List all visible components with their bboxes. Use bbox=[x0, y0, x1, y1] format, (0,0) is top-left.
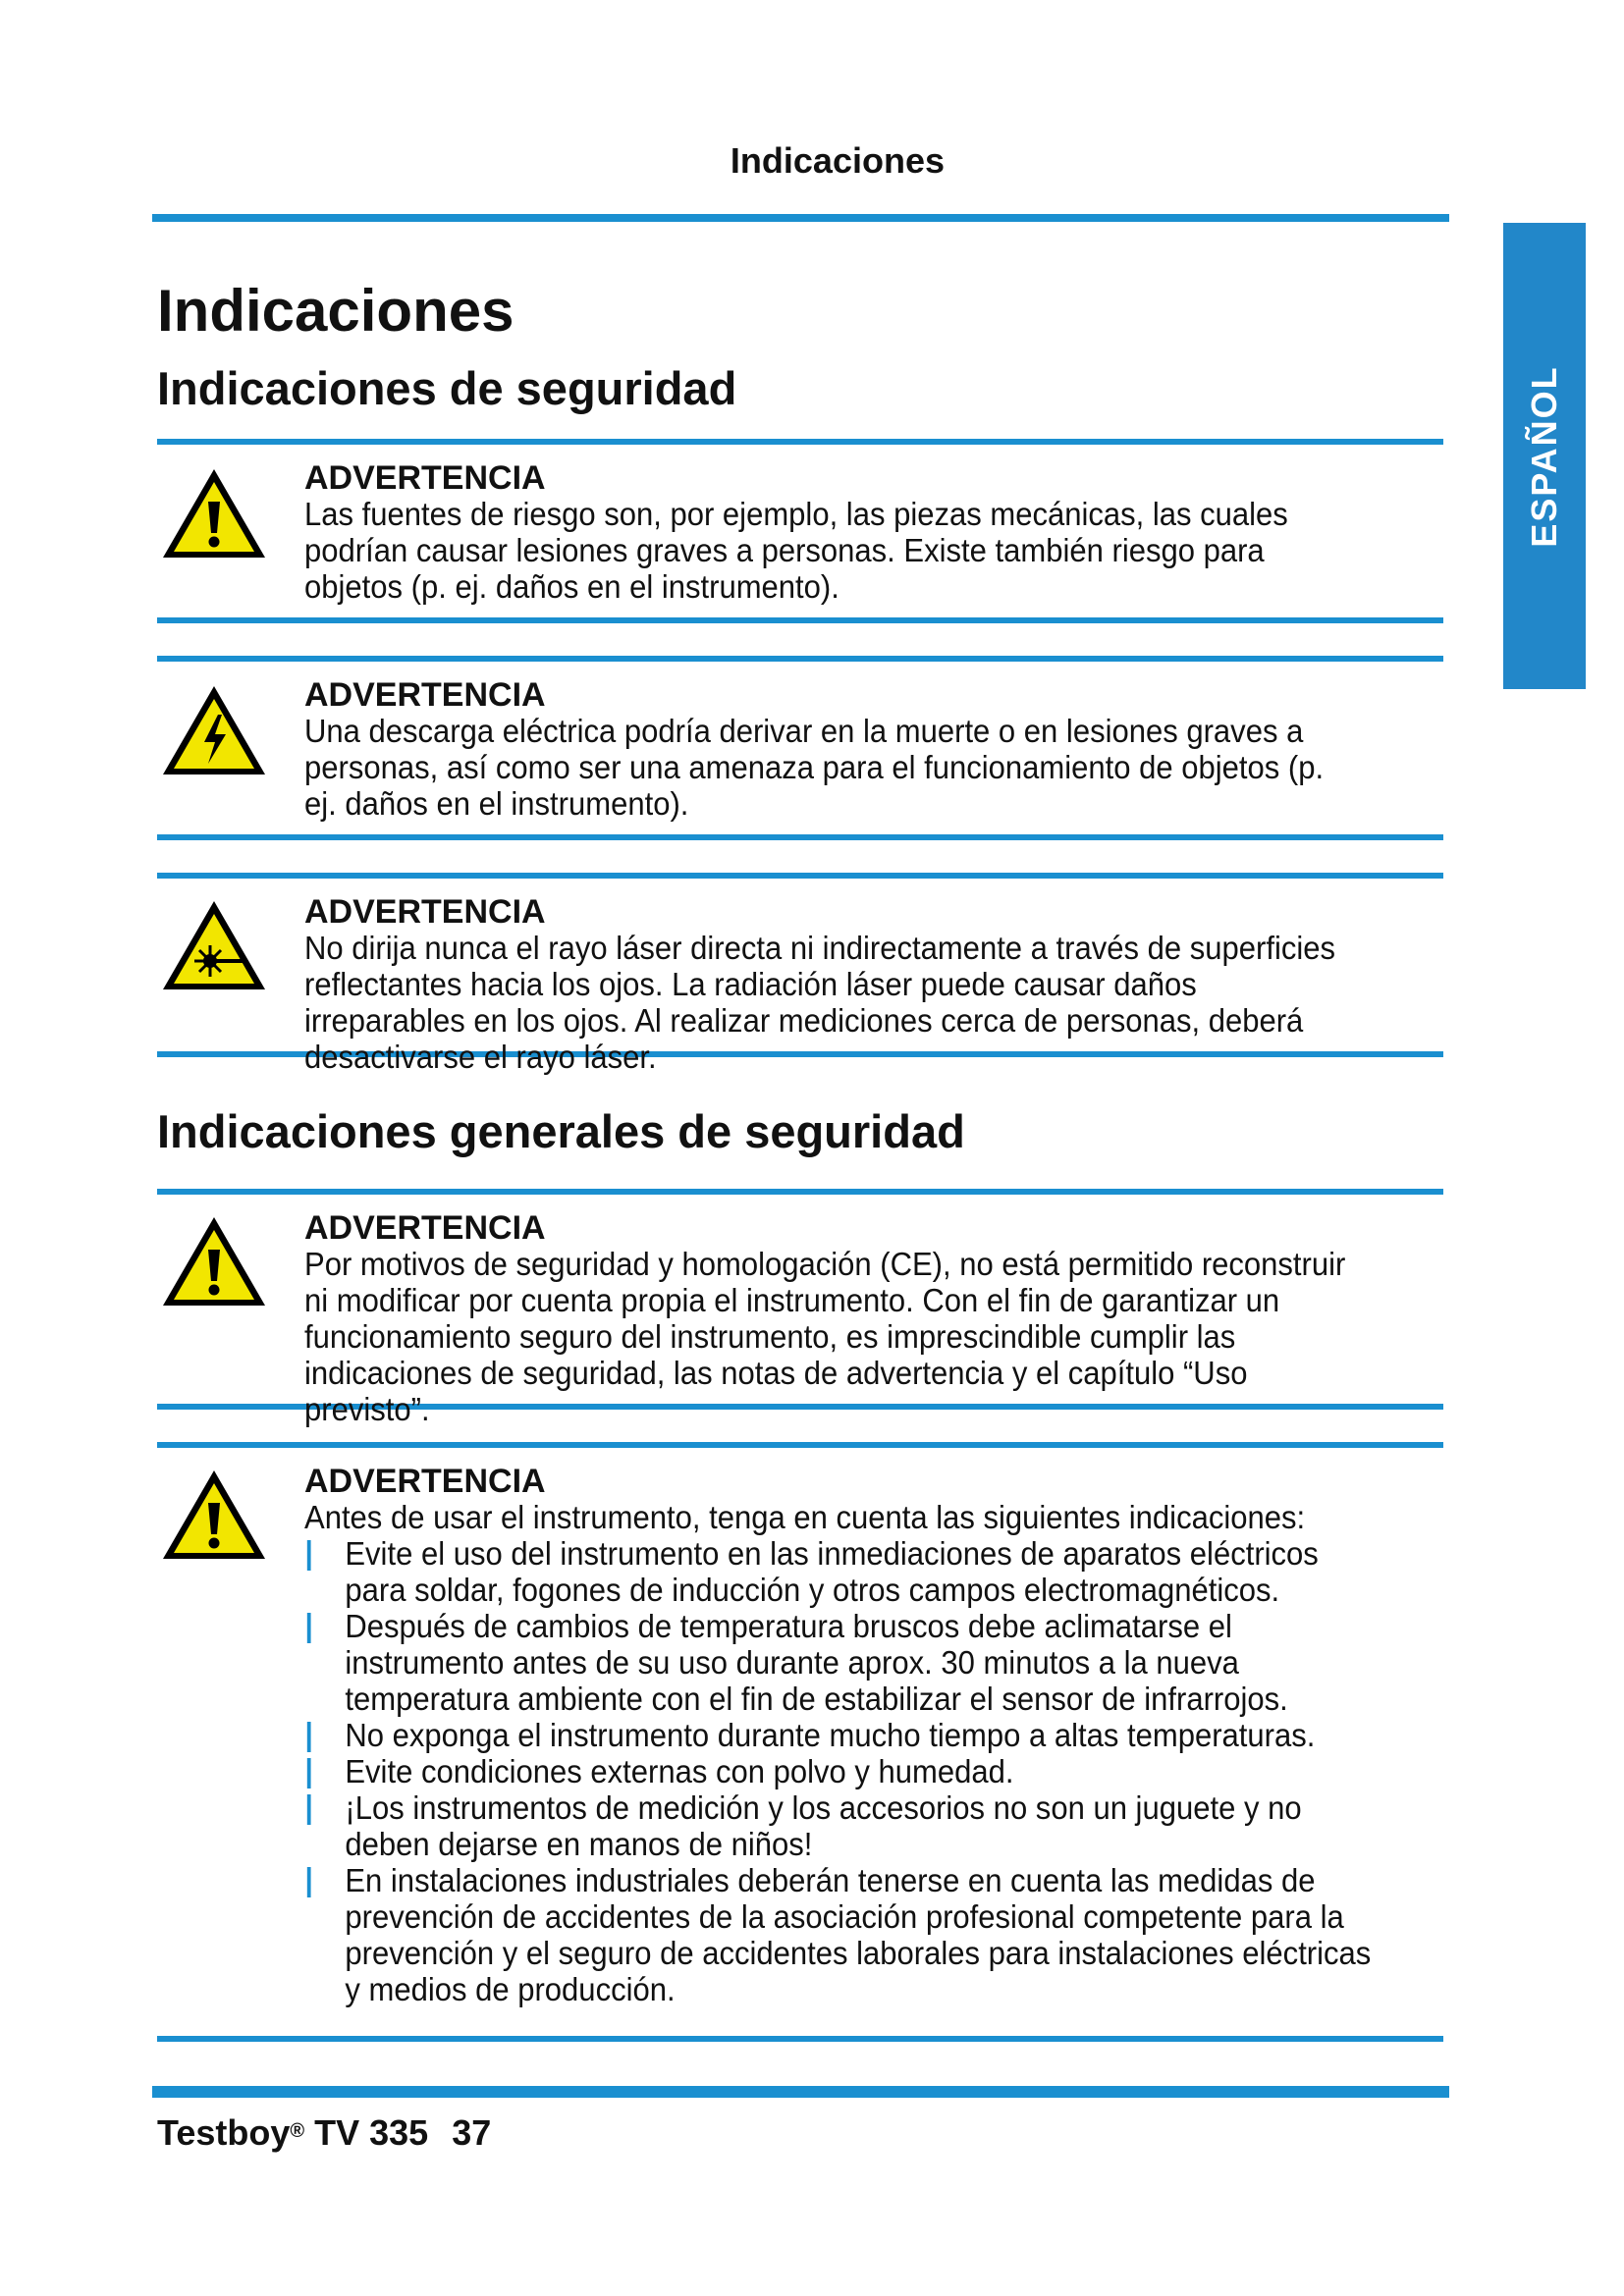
warning-label: ADVERTENCIA bbox=[304, 893, 546, 931]
language-tab-label: ESPAÑOL bbox=[1524, 364, 1564, 548]
warning-intro: Antes de usar el instrumento, tenga en cuenta las siguientes indicaciones: bbox=[304, 1499, 1306, 1535]
warning-label: ADVERTENCIA bbox=[304, 459, 546, 497]
bullet-bar bbox=[307, 1540, 311, 1571]
language-tab bbox=[1503, 223, 1586, 689]
footer-model: TV 335 bbox=[314, 2112, 429, 2153]
laser-warning-icon bbox=[159, 896, 269, 994]
header-rule bbox=[152, 214, 1449, 222]
list-item: Evite condiciones externas con polvo y humedad. bbox=[304, 1753, 1383, 1789]
warning-exclamation-icon bbox=[159, 464, 269, 562]
warning-text: No dirija nunca el rayo láser directa ni indirectamente a través de superficies reflectantes hacia los ojos. La radiación láser puede causar daños irreparables en los ojos. Al realizar mediciones cerca de personas, deberá desactivarse el rayo láser. bbox=[304, 930, 1336, 1075]
section-heading-safety: Indicaciones de seguridad bbox=[157, 362, 737, 414]
precautions-list bbox=[304, 1535, 1424, 2007]
page-number: 37 bbox=[452, 2112, 492, 2153]
list-item: Evite el uso del instrumento en las inmediaciones de aparatos eléctricos para soldar, fogones de inducción y otros campos electromagnéticos. bbox=[304, 1535, 1383, 1608]
footer bbox=[157, 2112, 491, 2154]
warning-label: ADVERTENCIA bbox=[304, 1463, 546, 1500]
running-title: Indicaciones bbox=[730, 140, 945, 181]
warning-exclamation-icon bbox=[159, 1466, 269, 1564]
footer-rule bbox=[152, 2086, 1449, 2098]
warning-box bbox=[157, 1189, 1443, 1427]
list-item: Después de cambios de temperatura bruscos debe aclimatarse el instrumento antes de su uso durante aprox. 30 minutos a la nueva temperatura ambiente con el fin de estabilizar el sensor de infrarrojos. bbox=[304, 1608, 1383, 1717]
bullet-bar bbox=[307, 1722, 311, 1752]
warning-text: Una descarga eléctrica podría derivar en la muerte o en lesiones graves a personas, así como ser una amenaza para el funcionamiento de objetos (p. ej. daños en el instrumento). bbox=[304, 713, 1325, 822]
warning-label: ADVERTENCIA bbox=[304, 676, 546, 714]
warning-text: Las fuentes de riesgo son, por ejemplo, las piezas mecánicas, las cuales podrían causar lesiones graves a personas. Existe también riesgo para objetos (p. ej. daños en el instrumento). bbox=[304, 496, 1288, 605]
list-item: No exponga el instrumento durante mucho tiempo a altas temperaturas. bbox=[304, 1717, 1383, 1753]
warning-text: Por motivos de seguridad y homologación (CE), no está permitido reconstruir ni modificar por cuenta propia el instrumento. Con el fin de garantizar un funcionamiento seguro del instrumento, es imprescindible cumplir las indicaciones de seguridad, las notas de advertencia y el capítulo “Uso previsto”. bbox=[304, 1246, 1346, 1427]
list-item: En instalaciones industriales deberán tenerse en cuenta las medidas de prevención de accidentes de la asociación profesional competente para la prevención y el seguro de accidentes laborales para instalaciones eléctricas y medios de producción. bbox=[304, 1862, 1383, 2007]
bullet-bar bbox=[307, 1613, 311, 1643]
bullet-bar bbox=[307, 1794, 311, 1825]
footer-brand: Testboy bbox=[157, 2112, 291, 2153]
registered-mark: ® bbox=[290, 2120, 305, 2142]
warning-label: ADVERTENCIA bbox=[304, 1209, 546, 1247]
warning-box bbox=[157, 873, 1443, 1075]
list-item: ¡Los instrumentos de medición y los accesorios no son un juguete y no deben dejarse en manos de niños! bbox=[304, 1789, 1383, 1862]
warning-box bbox=[157, 656, 1443, 840]
bullet-bar bbox=[307, 1758, 311, 1789]
electric-shock-icon bbox=[159, 681, 269, 779]
warning-exclamation-icon bbox=[159, 1212, 269, 1310]
page-title: Indicaciones bbox=[157, 278, 514, 344]
bullet-bar bbox=[307, 1867, 311, 1897]
warning-box bbox=[157, 1442, 1443, 2042]
section-heading-general: Indicaciones generales de seguridad bbox=[157, 1105, 965, 1157]
warning-box bbox=[157, 439, 1443, 623]
